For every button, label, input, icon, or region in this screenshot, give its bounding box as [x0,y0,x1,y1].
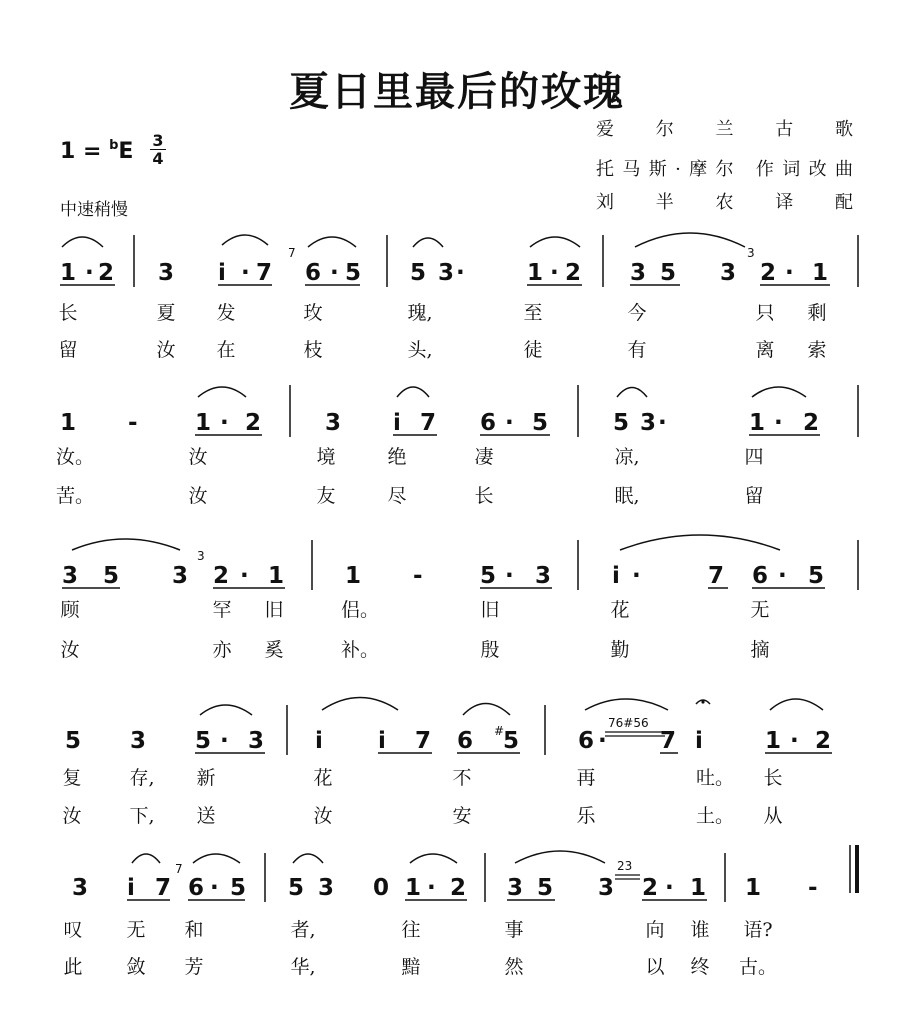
note: 1 [527,260,544,286]
lyric-char: 苦。 [55,485,95,507]
lyric-char: 然 [504,956,524,978]
lyrics-verse-1 [0,763,914,793]
grace-note: 3 [197,549,205,563]
note: 3 [158,260,175,286]
song-title: 夏日里最后的玫瑰 [289,69,625,115]
note: 0 [373,875,390,901]
lyric-char: 语? [743,919,773,941]
lyric-char: 离 [755,339,775,361]
lyric-char: 送 [196,805,216,827]
lyric-char: 不 [452,767,472,789]
lyric-char: 摘 [750,639,770,661]
dash: - [808,875,818,901]
dot-mark: · [220,728,229,754]
time-signature [150,132,166,167]
note: 5 [613,410,630,436]
notation-row-1 [0,225,914,305]
dot-mark: · [658,410,667,436]
lyric-char: 剩 [807,302,827,324]
note: 3 [72,875,89,901]
lyric-char: 绝 [387,446,407,468]
lyric-char: 汝 [188,446,208,468]
lyric-char: 汝 [156,339,176,361]
lyric-char: 勤 [610,639,630,661]
note: 5 [660,260,677,286]
lyric-char: 从 [763,805,783,827]
note: 2 [245,410,262,436]
lyrics-verse-1 [0,298,914,328]
lyric-char: 四 [744,446,764,468]
lyric-char: 旧 [264,599,284,621]
dot-mark: · [330,260,339,286]
sharp-sign: # [494,724,505,738]
score-row-4 [0,680,914,840]
lyric-char: 罕 [212,599,232,621]
lyric-char: 汝 [188,485,208,507]
dot-mark: · [632,563,641,589]
lyric-char: 土。 [695,805,735,827]
note: 5 [410,260,427,286]
lyric-char: 华, [290,956,316,978]
lyrics-verse-2 [0,481,914,511]
note: 5 [537,875,554,901]
note: 2 [803,410,820,436]
lyric-char: 者, [290,919,316,941]
lyrics-verse-2 [0,952,914,982]
note: 1 [812,260,829,286]
note: 1 [345,563,362,589]
lyric-char: 以 [645,956,665,978]
lyric-char: 友 [316,485,336,507]
note: 2 [815,728,832,754]
lyric-char: 尽 [387,485,407,507]
lyric-char: 头, [407,339,433,361]
lyric-char: 乐 [576,805,596,827]
note: 5 [480,563,497,589]
lyric-char: 索 [807,339,827,361]
note: 7 [415,728,432,754]
dot-mark: · [505,563,514,589]
lyric-char: 汝 [60,639,80,661]
lyric-char: 今 [627,302,647,324]
dot-mark: · [85,260,94,286]
lyric-char: 敛 [126,956,146,978]
grace-note: 7 [175,862,183,876]
lyric-char: 殷 [480,639,500,661]
lyric-char: 向 [645,919,665,941]
note: 3 [130,728,147,754]
note: 7 [708,563,725,589]
dot-mark: · [550,260,559,286]
lyric-char: 顾 [60,599,80,621]
credit-origin: 爱尔兰古歌 [596,119,854,140]
note: 2 [213,563,230,589]
lyric-char: 瑰, [407,302,433,324]
lyric-char: 凄 [474,446,494,468]
lyric-char: 叹 [63,919,83,941]
grace-note: 7 [288,246,296,260]
note: 3 [172,563,189,589]
note: i [127,875,135,901]
tempo-marking: 中速稍慢 [60,200,128,220]
dot-mark: · [241,260,250,286]
lyric-char: 补。 [340,639,380,661]
note: 6 [480,410,497,436]
note: 7 [420,410,437,436]
note: 3 [507,875,524,901]
dot-mark: · [427,875,436,901]
note: 3 [438,260,455,286]
note: 7 [660,728,677,754]
note: 2 [98,260,115,286]
dot-mark: · [665,875,674,901]
note: 3 [318,875,335,901]
lyric-char: 长 [763,767,783,789]
note: 3 [62,563,79,589]
note: i [378,728,386,754]
lyric-char: 古。 [738,956,778,978]
lyric-char: 存, [129,767,155,789]
note: 2 [760,260,777,286]
note: 5 [103,563,120,589]
lyric-char: 在 [216,339,236,361]
note: i [695,728,703,754]
note: 6 [578,728,595,754]
lyric-char: 留 [744,485,764,507]
grace-notes: 76#56 [608,716,649,730]
note: 3 [248,728,265,754]
lyric-char: 花 [610,599,630,621]
lyric-char: 谁 [690,919,710,941]
lyric-char: 长 [474,485,494,507]
grace-notes: 23 [617,859,633,873]
lyrics-verse-1 [0,442,914,472]
dash: - [128,410,138,436]
note: i [612,563,620,589]
lyric-char: 黯 [401,956,421,978]
score-row-1 [0,225,914,385]
note: 2 [565,260,582,286]
lyrics-verse-1 [0,595,914,625]
dot-mark: · [778,563,787,589]
lyric-char: 吐。 [695,767,735,789]
note: 6 [457,728,474,754]
note: 5 [288,875,305,901]
flat-sign: b [109,138,119,153]
lyric-char: 旧 [480,599,500,621]
lyric-char: 奚 [264,639,284,661]
lyric-char: 玫 [303,302,323,324]
lyric-char: 凉, [614,446,640,468]
note: 1 [765,728,782,754]
note: 3 [598,875,615,901]
meter-bottom: 4 [150,149,166,167]
note: 3 [640,410,657,436]
note: i [218,260,226,286]
note: 5 [195,728,212,754]
lyric-char: 新 [196,767,216,789]
note: 5 [503,728,520,754]
lyric-char: 徒 [523,339,543,361]
lyric-char: 此 [63,956,83,978]
dot-mark: · [456,260,465,286]
dot-mark: · [774,410,783,436]
note: 1 [405,875,422,901]
lyric-char: 只 [755,302,775,324]
lyric-char: 汝。 [55,446,95,468]
note: i [315,728,323,754]
lyric-char: 安 [452,805,472,827]
note: 6 [188,875,205,901]
lyric-char: 境 [316,446,336,468]
meter-top: 3 [152,131,164,150]
lyric-char: 至 [523,302,543,324]
note: 1 [690,875,707,901]
note: 6 [752,563,769,589]
note: 1 [195,410,212,436]
lyric-char: 无 [750,599,770,621]
dot-mark: · [790,728,799,754]
lyric-char: 汝 [62,805,82,827]
key-prefix: 1 = [60,139,110,164]
notation-row-2 [0,370,914,450]
lyric-char: 事 [504,919,524,941]
note: 1 [749,410,766,436]
lyric-char: 花 [313,767,333,789]
note: 5 [345,260,362,286]
note: 3 [630,260,647,286]
key-note: E [118,139,134,164]
lyric-char: 留 [58,339,78,361]
dash: - [413,563,423,589]
lyric-char: 和 [184,919,204,941]
lyrics-verse-2 [0,635,914,665]
lyric-char: 复 [62,767,82,789]
notation-row-5 [0,835,914,915]
note: 5 [808,563,825,589]
key-signature [60,138,133,164]
note: 1 [745,875,762,901]
score-row-5 [0,835,914,995]
lyric-char: 有 [627,339,647,361]
note: 3 [720,260,737,286]
credit-translator: 刘半农译配 [596,192,854,213]
lyric-char: 发 [216,302,236,324]
dot-mark: · [785,260,794,286]
lyric-char: 夏 [156,302,176,324]
lyric-char: 下, [129,805,155,827]
score-row-2 [0,370,914,530]
credit-lyricist: 托马斯·摩尔 作词改曲 [596,159,854,180]
dot-mark: · [220,410,229,436]
dot-mark: · [210,875,219,901]
lyric-char: 长 [58,302,78,324]
note: 2 [642,875,659,901]
dot-mark: · [240,563,249,589]
note: 1 [268,563,285,589]
lyric-char: 亦 [212,639,232,661]
note: 3 [535,563,552,589]
note: 7 [155,875,172,901]
note: 5 [230,875,247,901]
dot-mark: · [598,728,607,754]
lyrics-verse-1 [0,915,914,945]
score-row-3 [0,520,914,680]
note: 5 [65,728,82,754]
lyric-char: 再 [576,767,596,789]
note: 1 [60,410,77,436]
note: i [393,410,401,436]
notation-row-4 [0,680,914,760]
lyric-char: 终 [690,956,710,978]
note: 3 [325,410,342,436]
note: 5 [532,410,549,436]
lyric-char: 枝 [303,339,323,361]
lyric-char: 侣。 [340,599,380,621]
lyrics-verse-2 [0,801,914,831]
note: 1 [60,260,77,286]
lyric-char: 芳 [184,956,204,978]
note: 7 [256,260,273,286]
lyric-char: 汝 [313,805,333,827]
note: 2 [450,875,467,901]
dot-mark: · [505,410,514,436]
lyrics-verse-2 [0,335,914,365]
lyric-char: 往 [401,919,421,941]
lyric-char: 眠, [614,485,640,507]
note: 6 [305,260,322,286]
lyric-char: 无 [126,919,146,941]
notation-row-3 [0,520,914,600]
grace-note: 3 [747,246,755,260]
